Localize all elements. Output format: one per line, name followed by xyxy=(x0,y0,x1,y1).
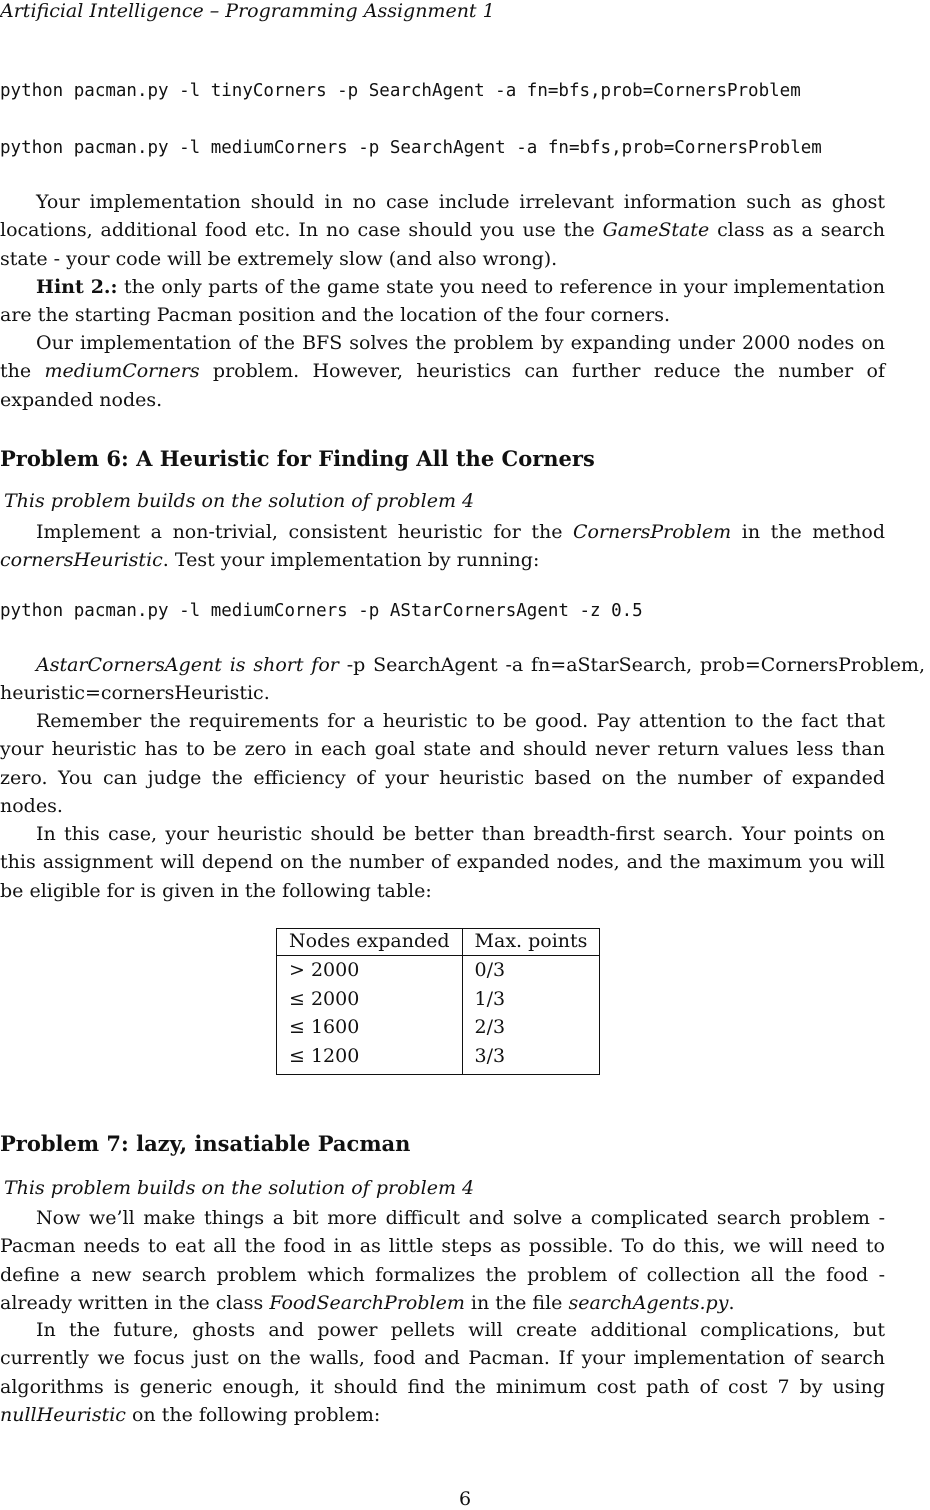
paragraph-problem-7-intro: Now we’ll make things a bit more difficult and solve a complicated search problem - Pacman needs to eat all the food in as little steps as possible. To do this, we will need to define a new search problem which formalizes the problem of collection all the food - already written in the class FoodSearchProblem in the file searchAgents.py. xyxy=(0,1207,885,1314)
paragraph-heuristic-requirements: Remember the requirements for a heuristic to be good. Pay attention to the fact that your heuristic has to be zero in each goal state and should never return values less than zero. You can judge the efficiency of your heuristic based on the number of expanded nodes. xyxy=(0,710,885,817)
table-header-points: Max. points xyxy=(462,929,600,956)
table-cell-points: 1/3 xyxy=(474,987,506,1010)
table-cell-nodes: ≤ 1200 xyxy=(277,1042,463,1075)
table-cell-points: 3/3 xyxy=(474,1044,506,1067)
medium-corners-term: mediumCorners xyxy=(44,360,200,383)
table-header-nodes: Nodes expanded xyxy=(277,929,463,956)
page-number: 6 xyxy=(458,1488,472,1510)
problem-6-heading: Problem 6: A Heuristic for Finding All the Corners xyxy=(0,446,595,471)
paragraph-hint-2: Hint 2.: the only parts of the game state you need to reference in your implementation are the starting Pacman position and the location of the four corners. xyxy=(0,276,885,327)
problem-7-heading: Problem 7: lazy, insatiable Pacman xyxy=(0,1131,411,1156)
table-row xyxy=(277,985,600,1014)
command-astar-corners: python pacman.py -l mediumCorners -p AStarCornersAgent -z 0.5 xyxy=(0,601,643,621)
table-row xyxy=(277,1042,600,1075)
running-header: Artificial Intelligence – Programming Assignment 1 xyxy=(0,0,495,22)
hint-label: Hint 2.: xyxy=(36,276,118,298)
table-cell-nodes: > 2000 xyxy=(277,956,463,985)
paragraph-implementation-note: Your implementation should in no case include irrelevant information such as ghost locations, additional food etc. In no case should you use the GameState class as a search state - your code will be extremely slow (and also wrong). xyxy=(0,191,885,270)
paragraph-points-scale: In this case, your heuristic should be better than breadth-first search. Your points on this assignment will depend on the number of expanded nodes, and the maximum you will be eligible for is given in the following table: xyxy=(0,823,885,902)
table-cell-nodes: ≤ 1600 xyxy=(277,1013,463,1042)
null-heuristic-term: nullHeuristic xyxy=(0,1403,126,1426)
table-cell-points: 0/3 xyxy=(474,959,506,981)
command-medium-corners-bfs: python pacman.py -l mediumCorners -p SearchAgent -a fn=bfs,prob=CornersProblem xyxy=(0,138,822,158)
paragraph-astar-corners-agent: AstarCornersAgent is short for -p SearchAgent -a fn=aStarSearch, prob=CornersProblem, heuristic=cornersHeuristic. xyxy=(0,654,925,705)
command-tiny-corners: python pacman.py -l tinyCorners -p SearchAgent -a fn=bfs,prob=CornersProblem xyxy=(0,81,801,101)
table-cell-nodes: ≤ 2000 xyxy=(277,985,463,1014)
paragraph-bfs-performance: Our implementation of the BFS solves the problem by expanding under 2000 nodes on the mediumCorners problem. However, heuristics can further reduce the number of expanded nodes. xyxy=(0,332,885,411)
search-agents-file-term: searchAgents.py xyxy=(568,1291,729,1314)
problem-7-note: This problem builds on the solution of problem 4 xyxy=(4,1177,475,1199)
gamestate-term: GameState xyxy=(602,219,710,242)
food-search-problem-term: FoodSearchProblem xyxy=(269,1291,465,1314)
paragraph-problem-6-intro: Implement a non-trivial, consistent heuristic for the CornersProblem in the method cornersHeuristic. Test your implementation by running: xyxy=(0,521,885,572)
table-row xyxy=(277,1013,600,1042)
corners-problem-term: CornersProblem xyxy=(573,521,732,543)
points-table xyxy=(276,928,600,1075)
corners-heuristic-term: cornersHeuristic xyxy=(0,549,163,572)
table-cell-points: 2/3 xyxy=(474,1016,506,1038)
problem-6-note: This problem builds on the solution of problem 4 xyxy=(4,490,475,512)
table-row xyxy=(277,956,600,985)
paragraph-problem-7-future: In the future, ghosts and power pellets will create additional complications, but currently we focus just on the walls, food and Pacman. If your implementation of search algorithms is generic enough, it should find the minimum cost path of cost 7 by using nullHeuristic on the following problem: xyxy=(0,1319,885,1426)
